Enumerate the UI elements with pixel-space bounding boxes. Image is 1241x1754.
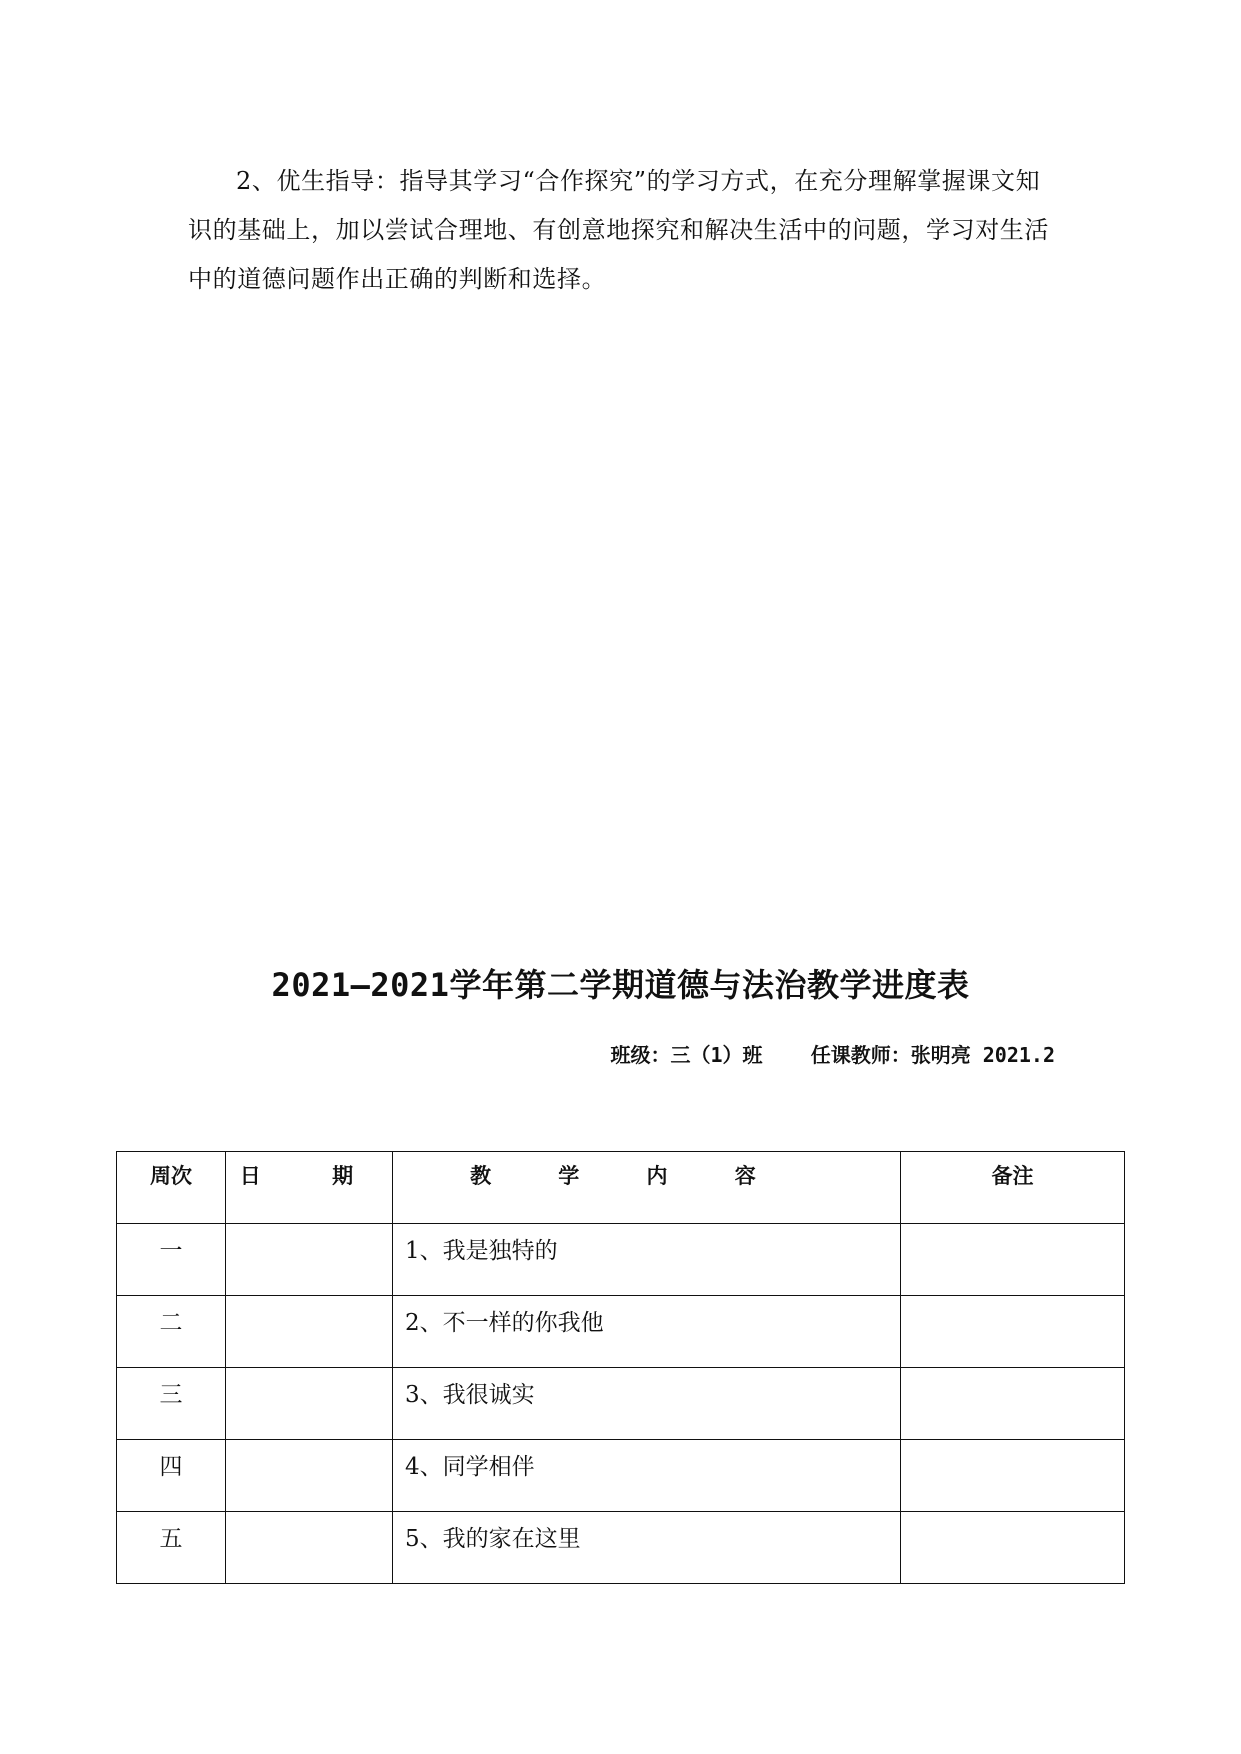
- week-cell: 一: [117, 1224, 226, 1296]
- header-content: 教学内容: [393, 1152, 901, 1224]
- schedule-meta: [610, 1039, 1055, 1068]
- note-cell: [901, 1368, 1125, 1440]
- header-week: 周次: [117, 1152, 226, 1224]
- table-row: [117, 1296, 1125, 1368]
- content-cell: 1、我是独特的: [393, 1224, 901, 1296]
- schedule-title: 2021—2021学年第二学期道德与法治教学进度表: [271, 966, 970, 1004]
- note-cell: [901, 1224, 1125, 1296]
- teacher-label: 任课教师：张明亮 2021.2: [810, 1043, 1055, 1067]
- week-cell: 五: [117, 1512, 226, 1584]
- table-header-row: [117, 1152, 1125, 1224]
- header-date: 日 期: [226, 1152, 393, 1224]
- content-cell: 3、我很诚实: [393, 1368, 901, 1440]
- guidance-paragraph: 2、优生指导：指导其学习“合作探究”的学习方式，在充分理解掌握课文知识的基础上，加以尝试合理地、有创意地探究和解决生活中的问题，学习对生活中的道德问题作出正确的判断和选择。: [188, 167, 1049, 293]
- date-cell: [226, 1368, 393, 1440]
- table-row: [117, 1440, 1125, 1512]
- date-cell: [226, 1440, 393, 1512]
- content-cell: 2、不一样的你我他: [393, 1296, 901, 1368]
- content-cell: 5、我的家在这里: [393, 1512, 901, 1584]
- table-row: [117, 1512, 1125, 1584]
- note-cell: [901, 1296, 1125, 1368]
- class-label: 班级：三（1）班: [610, 1043, 763, 1067]
- table-row: [117, 1368, 1125, 1440]
- note-cell: [901, 1512, 1125, 1584]
- schedule-table: [116, 1151, 1125, 1584]
- note-cell: [901, 1440, 1125, 1512]
- week-cell: 三: [117, 1368, 226, 1440]
- week-cell: 二: [117, 1296, 226, 1368]
- table-row: [117, 1224, 1125, 1296]
- header-note: 备注: [901, 1152, 1125, 1224]
- week-cell: 四: [117, 1440, 226, 1512]
- date-cell: [226, 1512, 393, 1584]
- date-cell: [226, 1224, 393, 1296]
- content-cell: 4、同学相伴: [393, 1440, 901, 1512]
- date-cell: [226, 1296, 393, 1368]
